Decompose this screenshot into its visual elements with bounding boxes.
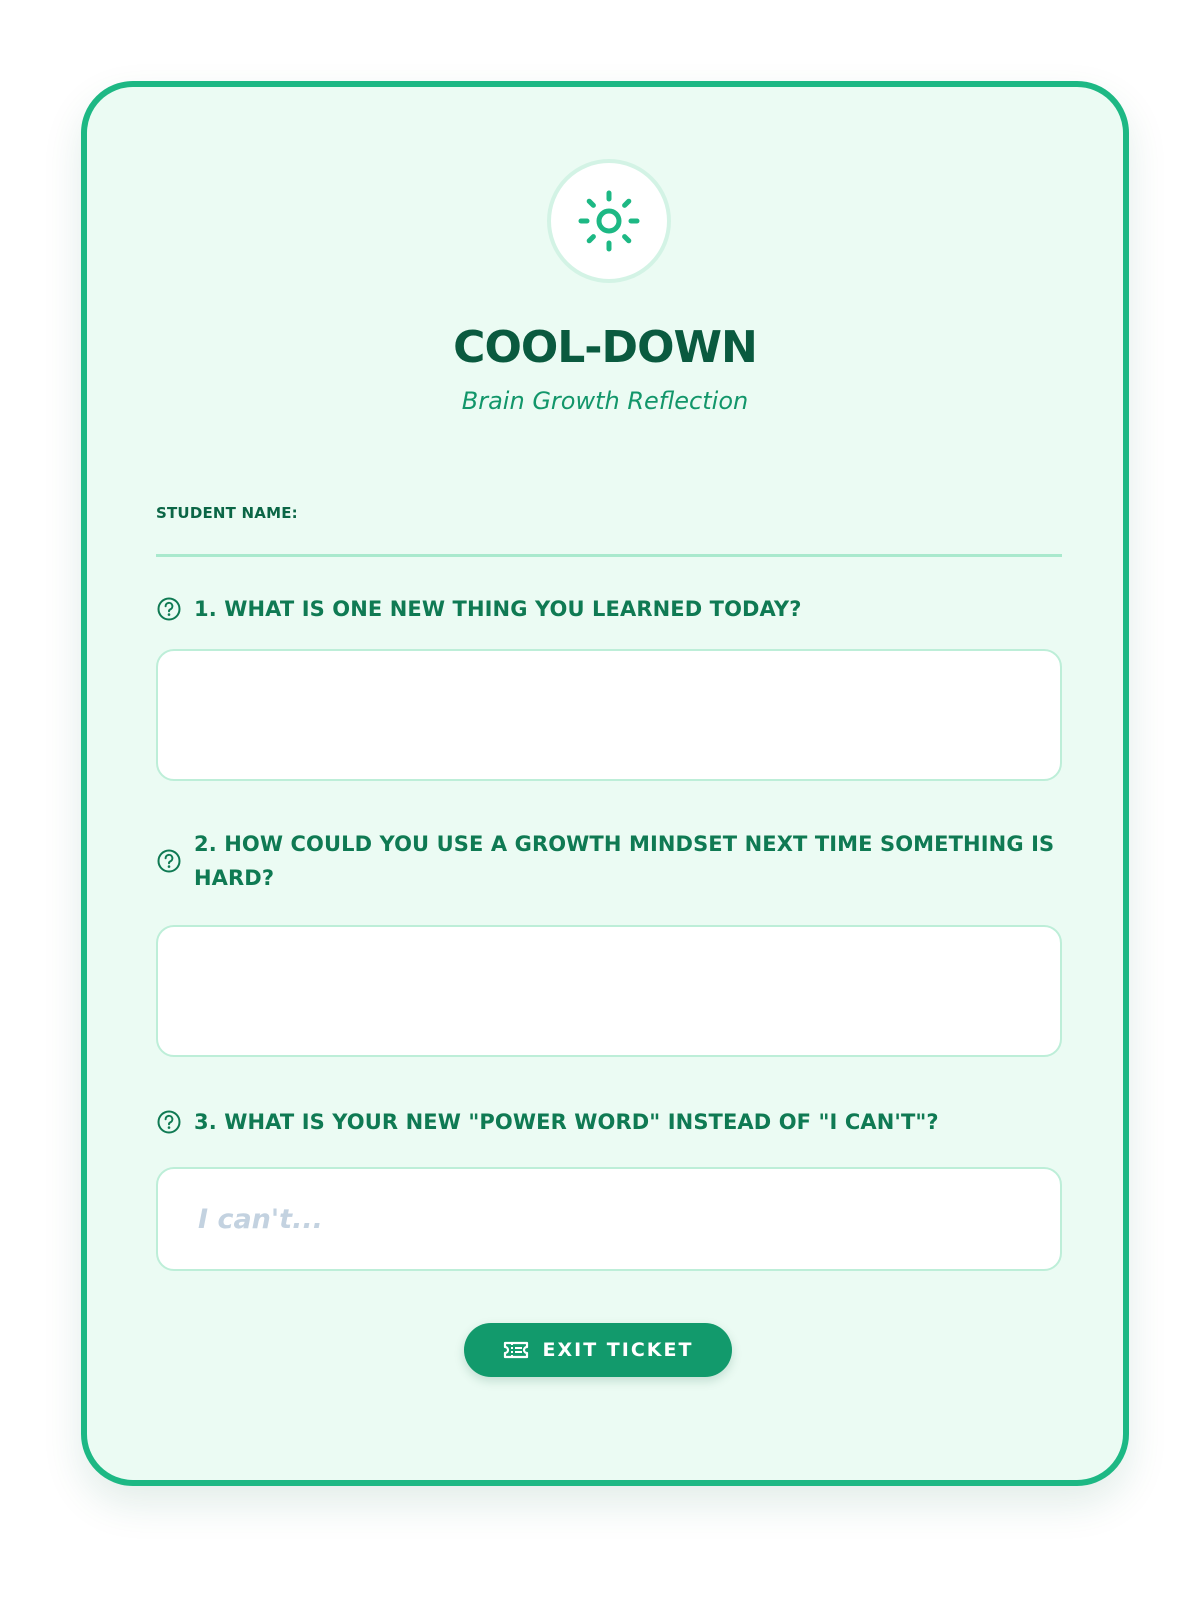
student-name-label: STUDENT NAME: <box>156 504 298 522</box>
sun-icon <box>577 189 641 253</box>
question-2-text: 2. HOW COULD YOU USE A GROWTH MINDSET NEXT TIME SOMETHING IS HARD? <box>194 832 1055 890</box>
question-circle-icon <box>156 596 182 622</box>
cool-down-card <box>81 81 1129 1486</box>
exit-ticket-button[interactable] <box>464 1323 732 1377</box>
question-1 <box>156 592 1062 626</box>
page-title: COOL-DOWN <box>453 322 757 373</box>
question-3 <box>156 1105 1062 1139</box>
ticket-icon <box>503 1340 529 1360</box>
answer-1-textarea[interactable] <box>156 649 1062 781</box>
power-word-input[interactable] <box>156 1167 1062 1271</box>
question-2 <box>156 827 1062 895</box>
student-name-input[interactable] <box>156 517 1062 557</box>
question-1-text: 1. WHAT IS ONE NEW THING YOU LEARNED TODAY? <box>194 597 802 621</box>
header-icon-badge <box>547 159 671 283</box>
question-3-text: 3. WHAT IS YOUR NEW "POWER WORD" INSTEAD OF "I CAN'T"? <box>194 1110 939 1134</box>
page-subtitle: Brain Growth Reflection <box>461 387 749 415</box>
answer-2-textarea[interactable] <box>156 925 1062 1057</box>
question-circle-icon <box>156 848 182 874</box>
exit-ticket-label: EXIT TICKET <box>542 1339 694 1361</box>
question-circle-icon <box>156 1109 182 1135</box>
